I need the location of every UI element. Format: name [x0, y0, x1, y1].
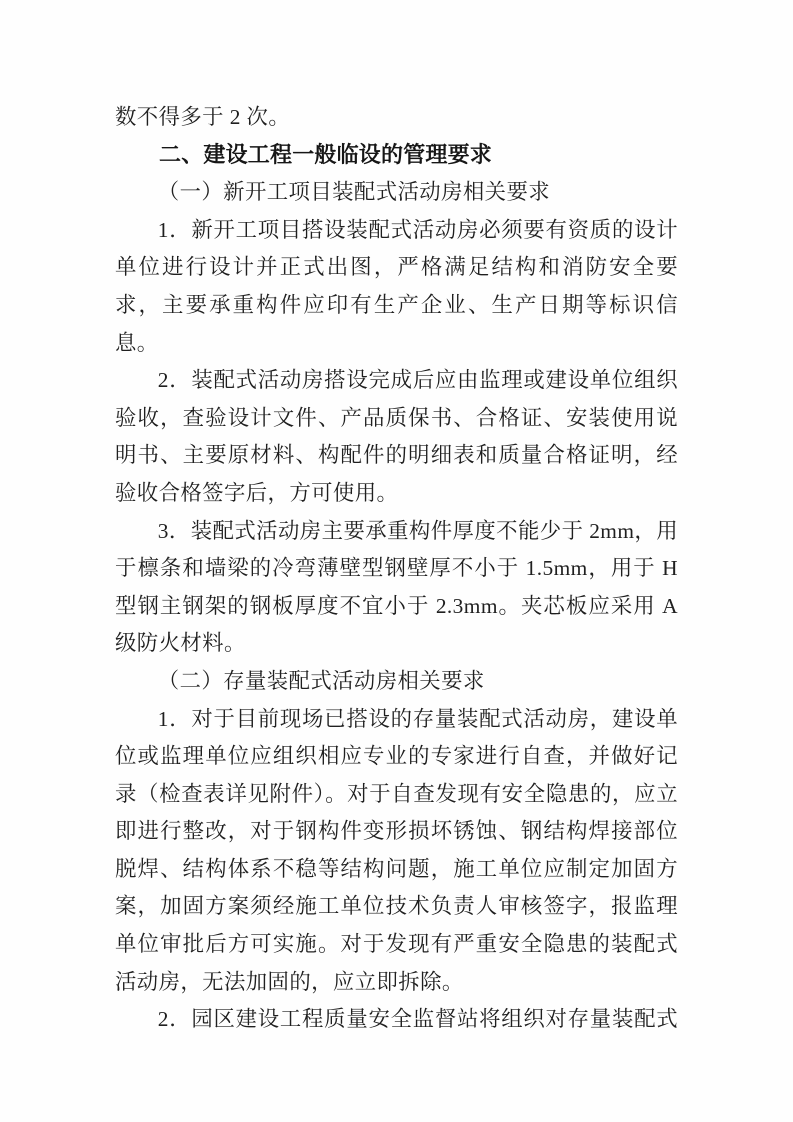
subsection-2-paragraph-2-partial: 2．园区建设工程质量安全监督站将组织对存量装配式: [157, 1007, 678, 1032]
subsection-1-heading: （一）新开工项目装配式活动房相关要求: [157, 180, 551, 205]
subsection-1-paragraph-3: 3．装配式活动房主要承重构件厚度不能少于 2mm，用于檩条和墙梁的冷弯薄壁型钢壁厚不小于 1.5mm，用于 H 型钢主钢架的钢板厚度不宜小于 2.3mm。夹芯板应采用 A 级防火材料。: [115, 518, 678, 656]
paragraph-continuation: 数不得多于 2 次。: [115, 105, 291, 129]
subsection-2-paragraph-1: 1．对于目前现场已搭设的存量装配式活动房，建设单位或监理单位应组织相应专业的专家进行自查，并做好记录（检查表详见附件）。对于自查发现有安全隐患的，应立即进行整改，对于钢构件变形损坏锈蚀、钢结构焊接部位脱焊、结构体系不稳等结构问题，施工单位应制定加固方案，加固方案须经施工单位技术负责人审核签字，报监理单位审批后方可实施。对于发现有严重安全隐患的装配式活动房，无法加固的，应立即拆除。: [115, 706, 678, 994]
section-heading: 二、建设工程一般临设的管理要求: [159, 142, 493, 168]
subsection-2-heading: （二）存量装配式活动房相关要求: [157, 668, 485, 693]
page-content: [115, 99, 678, 1039]
subsection-1-paragraph-1: 1．新开工项目搭设装配式活动房必须要有资质的设计单位进行设计并正式出图，严格满足结构和消防安全要求，主要承重构件应印有生产企业、生产日期等标识信息。: [115, 217, 678, 355]
subsection-1-paragraph-2: 2．装配式活动房搭设完成后应由监理或建设单位组织验收，查验设计文件、产品质保书、合格证、安装使用说明书、主要原材料、构配件的明细表和质量合格证明，经验收合格签字后，方可使用。: [115, 368, 678, 505]
